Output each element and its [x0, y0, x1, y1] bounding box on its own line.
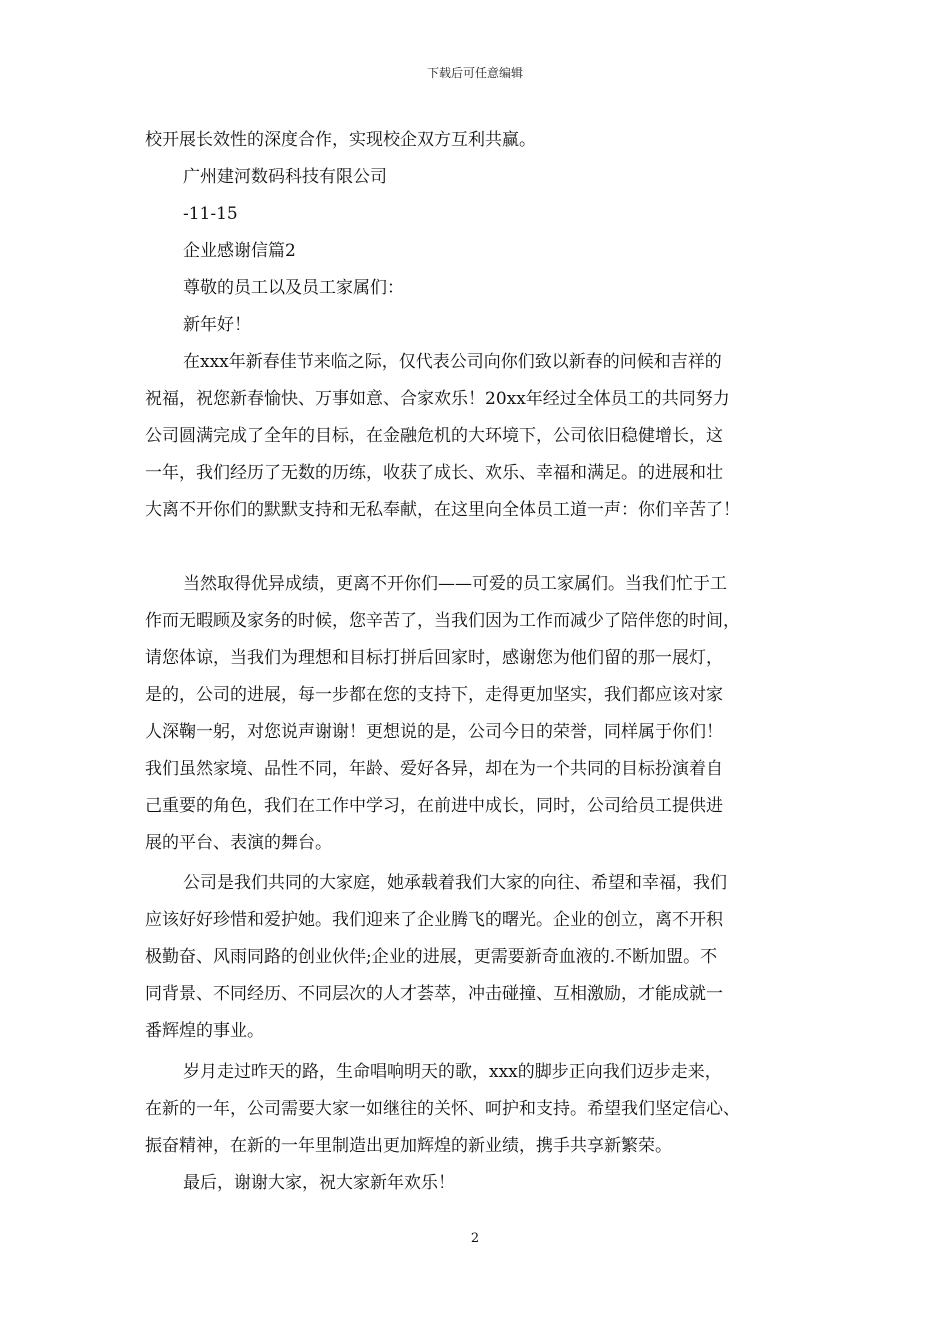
text-line: 公司是我们共同的大家庭，她承载着我们大家的向往、希望和幸福，我们: [183, 873, 727, 893]
text-line: 当然取得优异成绩，更离不开你们——可爱的员工家属们。当我们忙于工: [183, 574, 727, 594]
text-line: 人深鞠一躬，对您说声谢谢！更想说的是，公司今日的荣誉，同样属于你们！: [145, 722, 723, 742]
text-line: 番辉煌的事业。: [145, 1021, 264, 1041]
page-header-note: 下载后可任意编辑: [426, 66, 523, 80]
text-line: 是的，公司的进展，每一步都在您的支持下，走得更加坚实，我们都应该对家: [145, 685, 723, 705]
text-line: 一年，我们经历了无数的历练，收获了成长、欢乐、幸福和满足。的进展和壮: [145, 463, 723, 483]
closing-line: 最后，谢谢大家，祝大家新年欢乐！: [183, 1173, 455, 1193]
text-line: 在xxx年新春佳节来临之际，仅代表公司向你们致以新春的问候和吉祥的: [183, 352, 722, 372]
text-line: 大离不开你们的默默支持和无私奉献，在这里向全体员工道一声：你们辛苦了！: [145, 500, 740, 520]
company-name: 广州建河数码科技有限公司: [183, 167, 387, 187]
section-title: 企业感谢信篇2: [183, 241, 296, 261]
text-line: 展的平台、表演的舞台。: [145, 833, 332, 853]
text-line: 作而无暇顾及家务的时候，您辛苦了，当我们因为工作而减少了陪伴您的时间，: [145, 611, 740, 631]
text-line: 同背景、不同经历、不同层次的人才荟萃，冲击碰撞、互相激励，才能成就一: [145, 984, 723, 1004]
page-number: 2: [470, 1231, 480, 1246]
text-line: 公司圆满完成了全年的目标，在金融危机的大环境下，公司依旧稳健增长，这: [145, 426, 723, 446]
text-line: 祝福，祝您新春愉快、万事如意、合家欢乐！20xx年经过全体员工的共同努力: [145, 389, 730, 409]
text-line: 我们虽然家境、品性不同，年龄、爱好各异，却在为一个共同的目标扮演着自: [145, 759, 723, 779]
text-line: 请您体谅，当我们为理想和目标打拼后回家时，感谢您为他们留的那一展灯，: [145, 648, 723, 668]
text-line: 己重要的角色，我们在工作中学习，在前进中成长，同时，公司给员工提供进: [145, 796, 723, 816]
text-line: 岁月走过昨天的路，生命唱响明天的歌，xxx的脚步正向我们迈步走来，: [183, 1062, 722, 1082]
text-line: 振奋精神，在新的一年里制造出更加辉煌的新业绩，携手共享新繁荣。: [145, 1136, 672, 1156]
greeting: 新年好！: [183, 315, 251, 335]
salutation: 尊敬的员工以及员工家属们：: [183, 278, 404, 298]
text-line: 校开展长效性的深度合作，实现校企双方互利共赢。: [145, 130, 536, 150]
text-line: 在新的一年，公司需要大家一如继往的关怀、呵护和支持。希望我们坚定信心、: [145, 1099, 740, 1119]
letter-date: -11-15: [183, 204, 238, 224]
text-line: 应该好好珍惜和爱护她。我们迎来了企业腾飞的曙光。企业的创立，离不开积: [145, 910, 723, 930]
text-line: 极勤奋、风雨同路的创业伙伴;企业的进展，更需要新奇血液的.不断加盟。不: [145, 947, 718, 967]
